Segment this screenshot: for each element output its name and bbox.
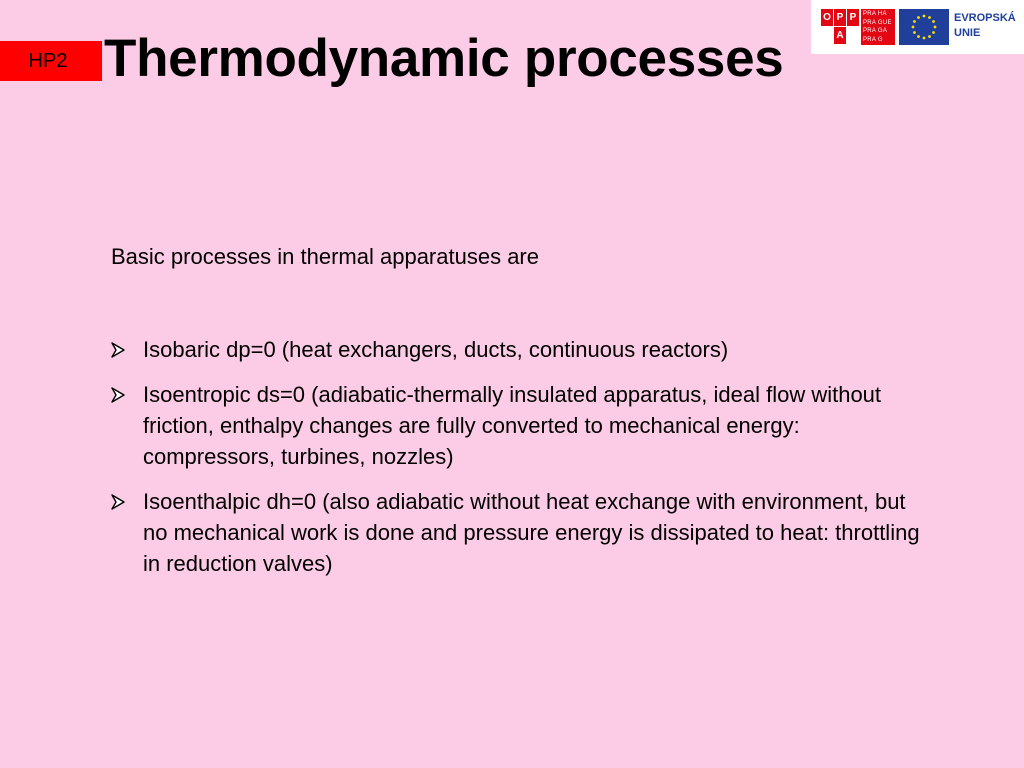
praha-logo-line: PRA GA [863,28,888,34]
praha-logo-line: PRA GUE [863,19,892,26]
arrow-bullet-icon [111,342,125,358]
logo-banner [811,0,1024,54]
oppa-logo-letter: P [834,9,846,26]
eu-flag-icon [899,9,949,45]
eu-star-icon [923,15,926,18]
arrow-bullet-icon [111,494,125,510]
eu-star-icon [923,37,926,40]
list-item [111,334,931,365]
list-item-text: Isoenthalpic dh=0 (also adiabatic without heat exchange with environment, but no mechanical work is done and pressure energy is dissipated to heat: throttling in reduction valves) [143,489,920,576]
praha-logo-line: PRA G [863,36,883,43]
oppa-logo [821,9,859,45]
eu-star-icon [934,26,937,29]
slide-body [111,240,931,576]
oppa-logo-letter: O [821,9,833,26]
slide-title: Thermodynamic processes [104,29,784,88]
eu-star-icon [917,16,920,19]
intro-text: Basic processes in thermal apparatuses are [111,244,539,269]
arrow-bullet-icon [111,387,125,403]
list-item-text: Isobaric dp=0 (heat exchangers, ducts, continuous reactors) [143,337,729,362]
oppa-logo-letter: A [834,27,846,44]
process-list [111,334,931,593]
eu-star-icon [913,31,916,34]
eu-logo-line: EVROPSKÁ [954,12,1016,24]
eu-logo-text [954,11,1016,41]
praha-logo [861,9,895,45]
eu-star-icon [928,16,931,19]
praha-logo-line: PRA HA [863,11,887,17]
oppa-logo-letter: P [847,9,859,26]
eu-logo-line: UNIE [954,27,981,39]
eu-star-icon [917,35,920,38]
list-item [111,486,931,579]
eu-star-icon [932,20,935,23]
list-item [111,379,931,472]
eu-star-icon [913,20,916,23]
eu-star-icon [932,31,935,34]
eu-star-icon [928,35,931,38]
list-item-text: Isoentropic ds=0 (adiabatic-thermally insulated apparatus, ideal flow without friction, enthalpy changes are fully converted to mechanical energy: compressors, turbines, nozzles) [143,382,882,469]
slide-tag: HP2 [0,41,102,81]
eu-star-icon [912,26,915,29]
